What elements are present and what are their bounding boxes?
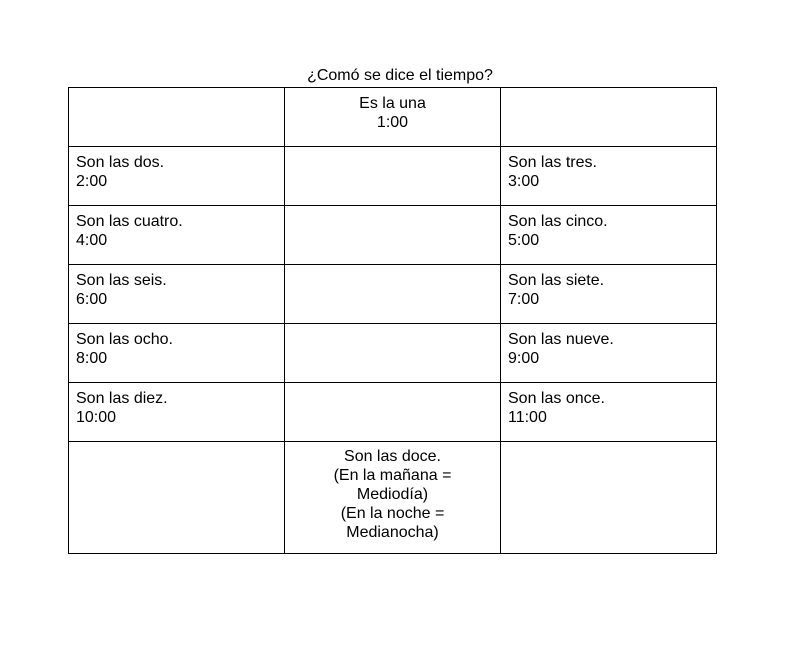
cell-three-oclock <box>501 147 717 206</box>
cell-twelve-oclock <box>285 442 501 554</box>
cell-phrase: Es la una <box>359 95 426 112</box>
empty-cell <box>69 88 285 147</box>
cell-phrase: Son las dos. <box>76 154 165 171</box>
cell-one-oclock <box>285 88 501 147</box>
table-row <box>69 442 717 554</box>
cell-eleven-oclock <box>501 383 717 442</box>
cell-time: 8:00 <box>76 350 108 367</box>
cell-phrase: Son las siete. <box>508 272 605 289</box>
empty-cell <box>501 88 717 147</box>
cell-time: 10:00 <box>76 409 117 426</box>
cell-two-oclock <box>69 147 285 206</box>
table-row <box>69 324 717 383</box>
empty-cell <box>285 324 501 383</box>
cell-time: 4:00 <box>76 232 108 249</box>
cell-phrase: Son las doce. <box>344 448 441 465</box>
cell-six-oclock <box>69 265 285 324</box>
cell-four-oclock <box>69 206 285 265</box>
cell-time: 3:00 <box>508 173 540 190</box>
empty-cell <box>69 442 285 554</box>
cell-seven-oclock <box>501 265 717 324</box>
cell-note: (En la mañana = <box>333 467 452 484</box>
cell-phrase: Son las seis. <box>76 272 167 289</box>
page-title: ¿Comó se dice el tiempo? <box>307 67 493 84</box>
cell-time: 1:00 <box>376 114 409 131</box>
table-row <box>69 383 717 442</box>
table-row <box>69 88 717 147</box>
cell-phrase: Son las cuatro. <box>76 213 183 230</box>
cell-phrase: Son las ocho. <box>76 331 173 348</box>
empty-cell <box>285 383 501 442</box>
cell-time: 5:00 <box>508 232 540 249</box>
cell-phrase: Son las tres. <box>508 154 597 171</box>
empty-cell <box>501 442 717 554</box>
cell-eight-oclock <box>69 324 285 383</box>
cell-phrase: Son las nueve. <box>508 331 614 348</box>
cell-time: 2:00 <box>76 173 108 190</box>
table-row <box>69 147 717 206</box>
table-row <box>69 265 717 324</box>
cell-time: 7:00 <box>508 291 540 308</box>
cell-note: Mediodía) <box>356 486 429 503</box>
empty-cell <box>285 206 501 265</box>
cell-ten-oclock <box>69 383 285 442</box>
time-table <box>68 87 717 554</box>
cell-time: 11:00 <box>508 409 547 426</box>
cell-time: 6:00 <box>76 291 108 308</box>
empty-cell <box>285 147 501 206</box>
cell-note: Medianocha) <box>346 524 439 541</box>
cell-note: (En la noche = <box>340 505 445 522</box>
cell-time: 9:00 <box>508 350 540 367</box>
cell-phrase: Son las cinco. <box>508 213 608 230</box>
cell-nine-oclock <box>501 324 717 383</box>
cell-five-oclock <box>501 206 717 265</box>
table-row <box>69 206 717 265</box>
empty-cell <box>285 265 501 324</box>
cell-phrase: Son las diez. <box>76 390 168 407</box>
cell-phrase: Son las once. <box>508 390 605 407</box>
